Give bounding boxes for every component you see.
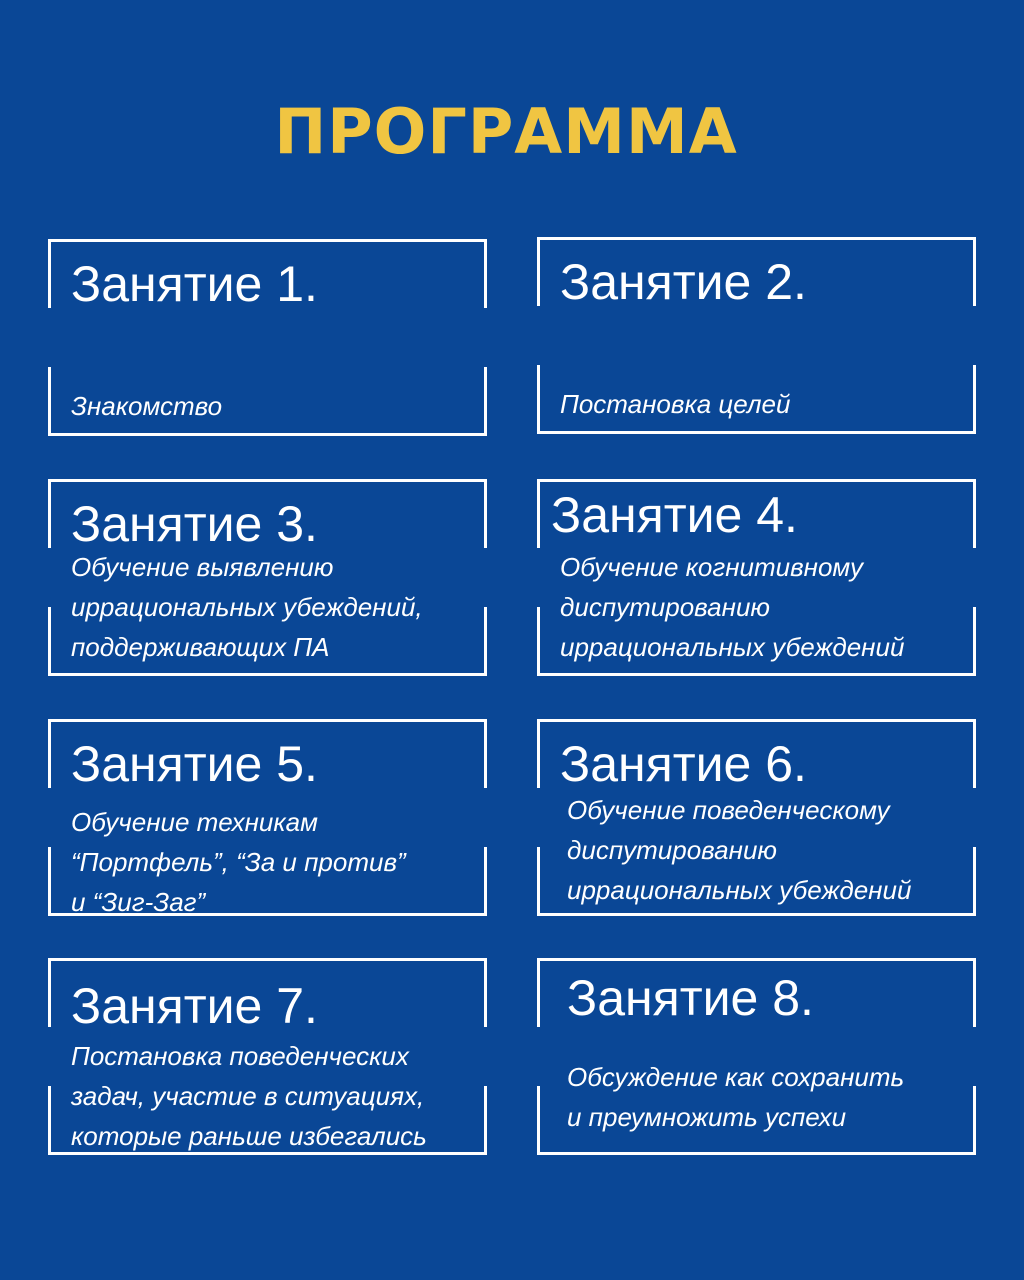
session-card-2	[537, 237, 976, 434]
session-title: Занятие 3.	[71, 496, 318, 552]
session-description: Постановка поведенческих задач, участие в ситуациях, которые раньше избегались	[71, 1041, 427, 1151]
session-description: Обучение поведенческому диспутированию иррациональных убеждений	[567, 795, 912, 905]
session-title: Занятие 6.	[560, 736, 807, 792]
session-description: Обучение выявлению иррациональных убеждений, поддерживающих ПА	[71, 552, 423, 662]
session-card-4	[537, 479, 976, 676]
session-description: Обсуждение как сохранить и преумножить успехи	[567, 1062, 905, 1132]
session-card-6	[537, 719, 976, 916]
session-title: Занятие 8.	[567, 970, 814, 1026]
session-card-1	[48, 239, 487, 436]
session-description: Постановка целей	[560, 389, 791, 419]
session-title: Занятие 7.	[71, 978, 318, 1034]
session-card-5	[48, 719, 487, 916]
session-card-8	[537, 958, 976, 1155]
session-card-3	[48, 479, 487, 676]
session-title: Занятие 4.	[551, 487, 798, 543]
session-description: Знакомство	[71, 391, 223, 421]
page-title: ПРОГРАММА	[274, 95, 738, 168]
session-description: Обучение когнитивному диспутированию иррациональных убеждений	[560, 552, 905, 662]
session-title: Занятие 1.	[71, 256, 318, 312]
session-description: Обучение техникам “Портфель”, “За и против” и “Зиг-Заг”	[71, 807, 406, 917]
session-title: Занятие 5.	[71, 736, 318, 792]
session-card-7	[48, 958, 487, 1155]
session-title: Занятие 2.	[560, 254, 807, 310]
